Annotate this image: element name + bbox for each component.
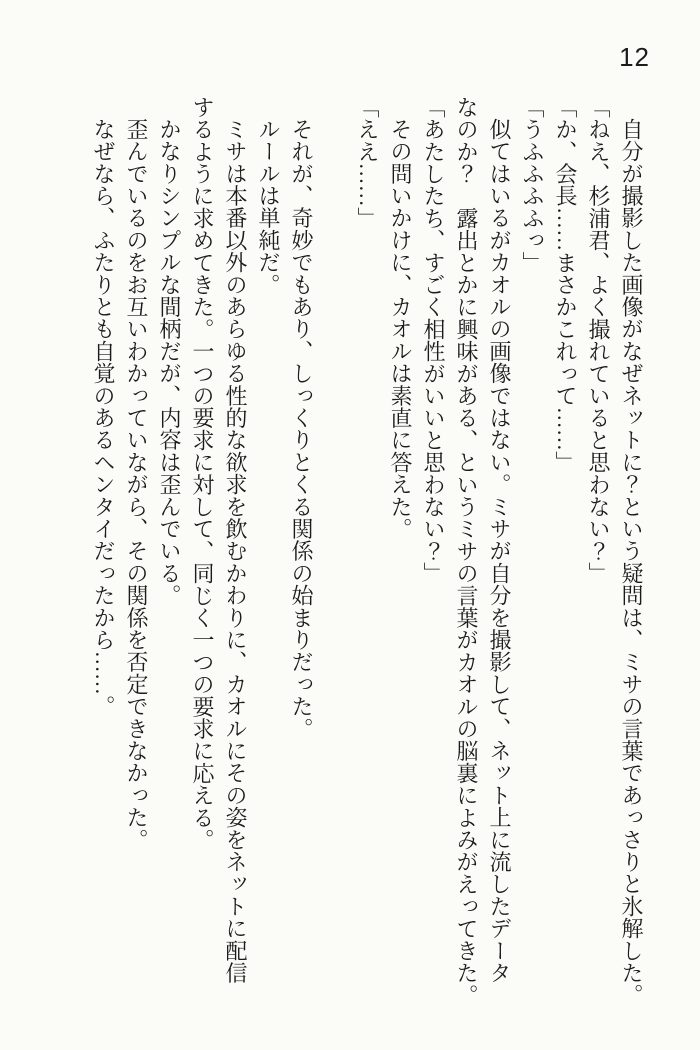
text-line: ルールは単純だ。: [256, 118, 281, 296]
text-line: ミサは本番以外のあらゆる性的な欲求を飲むかわりに、カオルにその姿をネットに配信: [223, 118, 248, 984]
text-line: 自分が撮影した画像がなぜネットに？という疑問は、ミサの言葉であっさりと氷解した。: [619, 118, 644, 1006]
text-line: 似てはいるがカオルの画像ではない。ミサが自分を撮影して、ネット上に流したデータ: [487, 118, 512, 984]
text-line: 「うふふふふっ」: [520, 96, 545, 274]
text-line: 歪んでいるのをお互いわかっていながら、その関係を否定できなかった。: [124, 118, 149, 851]
text-line: 「か、会長……まさかこれって……」: [553, 96, 578, 474]
text-line: かなりシンプルな間柄だが、内容は歪んでいる。: [157, 118, 182, 607]
text-line: その問いかけに、カオルは素直に答えた。: [388, 118, 413, 540]
text-line: するように求めてきた。一つの要求に対して、同じく一つの要求に応える。: [190, 96, 215, 851]
text-line: 「ええ……」: [355, 96, 380, 230]
blank-line: [318, 96, 351, 1011]
text-line: なぜなら、ふたりとも自覚のあるヘンタイだったから……。: [91, 118, 116, 718]
text-line: 「ねえ、杉浦君、よく撮れていると思わない？」: [586, 96, 611, 585]
text-line: 「あたしたち、すごく相性がいいと思わない？」: [421, 96, 446, 585]
page-text: [87, 96, 648, 1011]
text-line: なのか？ 露出とかに興味がある、というミサの言葉がカオルの脳裏によみがえってきた。: [454, 96, 479, 1007]
page-number: 12: [619, 42, 650, 72]
text-line: それが、奇妙でもあり、しっくりとくる関係の始まりだった。: [289, 118, 314, 740]
